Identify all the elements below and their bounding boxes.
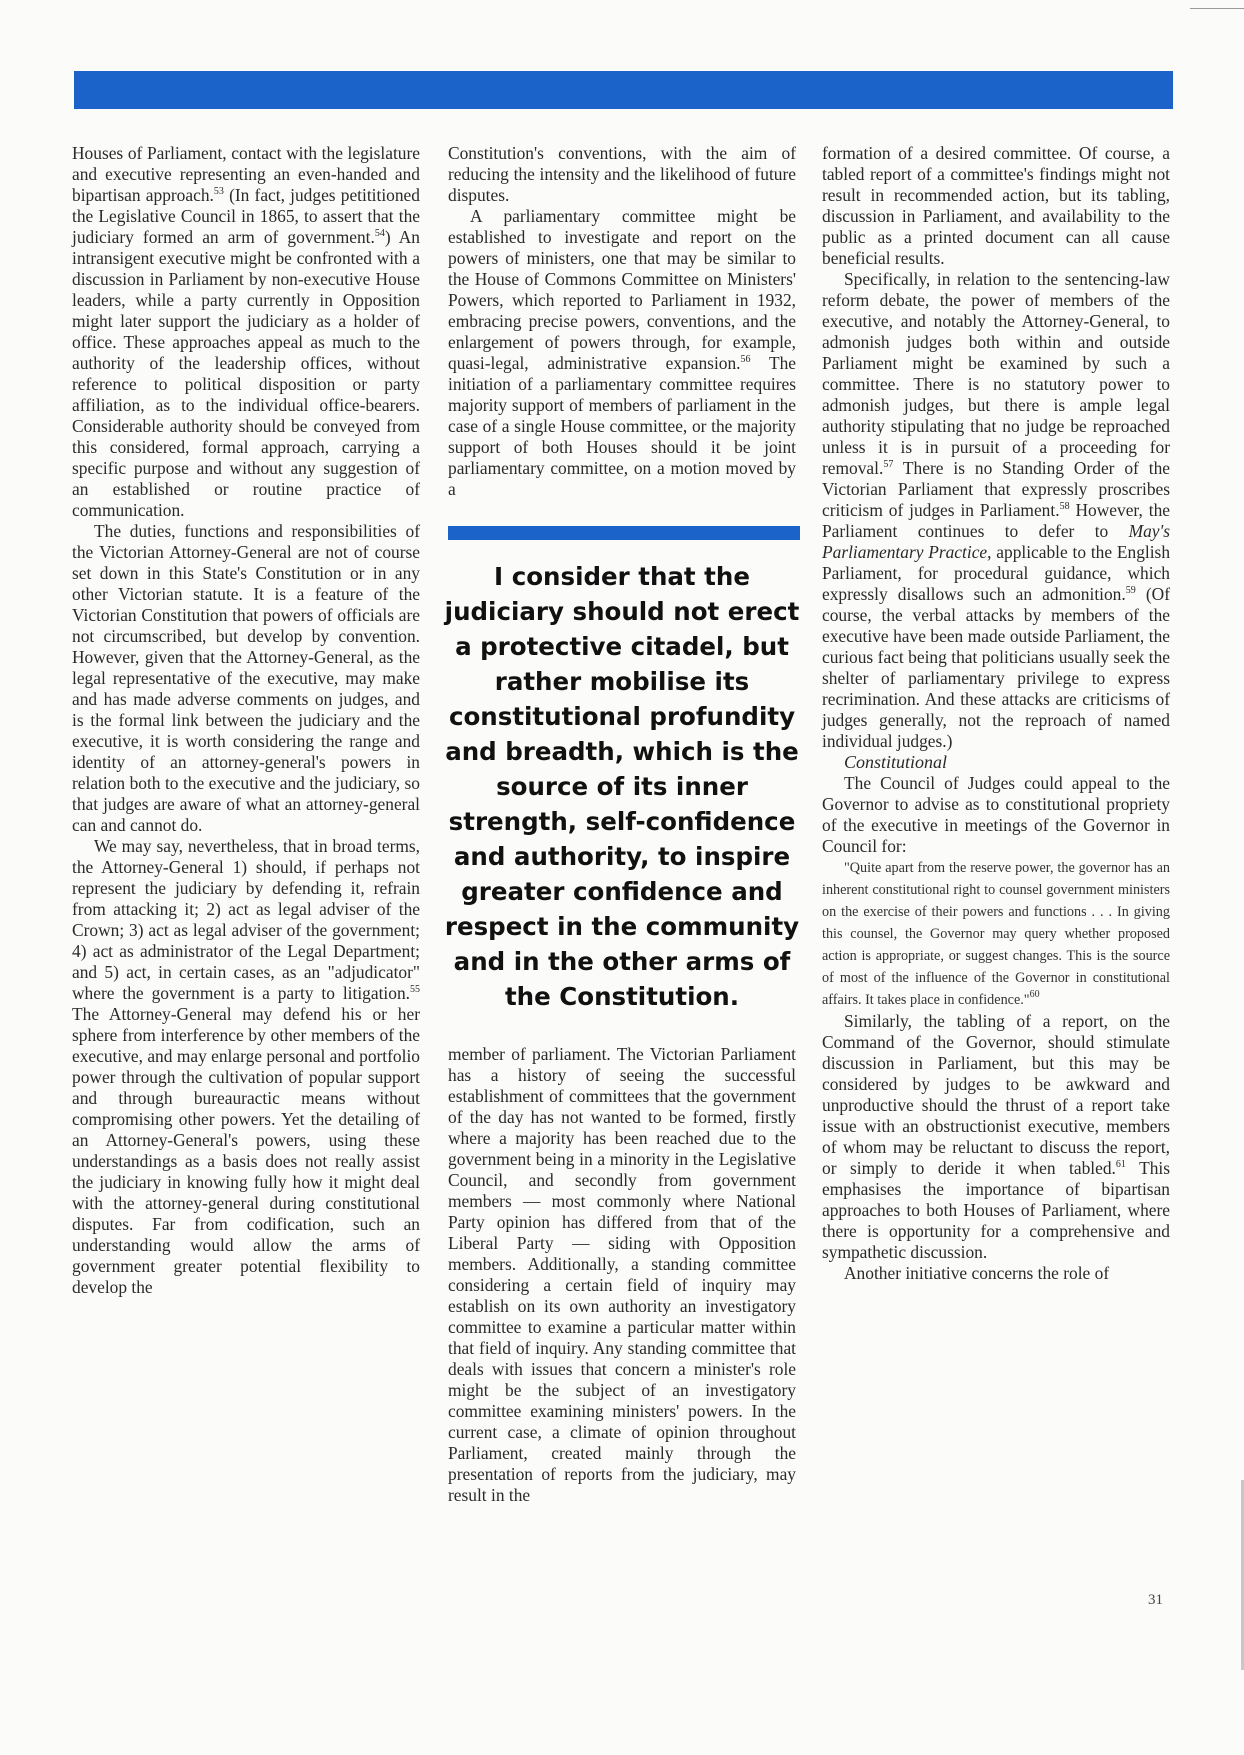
block-quote: "Quite apart from the reserve power, the governor has an inherent constitutional right to counsel government ministers on the exercise of their powers and functions . . . In giving this counsel, the Governor may query whether proposed action is appropriate, or suggest changes. This is the source of most of the influence of the Governor in constitutional affairs. It takes place in confidence."$^{60}$	[822, 860, 1170, 1008]
paragraph: Another initiative concerns the role of	[844, 1263, 1110, 1283]
text-column-3	[822, 143, 1170, 1284]
footnote-ref: 60	[1029, 989, 1040, 1000]
paragraph: Similarly, the tabling of a report, on the Command of the Governor, should stimulate discussion in Parliament, but this may be considered by judges to be awkward and unproductive should the thrust of a report take issue with an obstructionist executive, members of whom may be reluctant to discuss the report, or simply to deride it when tabled.$^{61}$ This emphasises the importance of bipartisan approaches to both Houses of Parliament, where there is opportunity for a comprehensive and sympathetic discussion.	[822, 1011, 1170, 1262]
paragraph: member of parliament. The Victorian Parliament has a history of seeing the successful establishment of committees that the government of the day has not wanted to be formed, firstly where a majority has been reached due to the government being in a minority in the Legislative Council, and secondly from government members — most commonly where National Party opinion has differed from that of the Liberal Party — siding with Opposition members. Additionally, a standing committee considering a certain field of inquiry may establish on its own authority an investigatory committee to examine a particular matter within that field of inquiry. Any standing committee that deals with issues that concern a minister's role might be the subject of an investigatory committee examining ministers' powers. In the current case, a climate of opinion throughout Parliament, created mainly through the presentation of reports from the judiciary, may result in the	[448, 1044, 796, 1505]
paragraph: Constitution's conventions, with the aim of reducing the intensity and the likelihood of future disputes.	[448, 143, 796, 205]
paragraph: The duties, functions and responsibilities of the Victorian Attorney-General are not of course set down in this State's Constitution or in any other Victorian statute. It is a feature of the Victorian Constitution that powers of officials are not circumscribed, but develop by convention. However, given that the Attorney-General, as the legal representative of the executive, may make and has made adverse comments on judges, and is the formal link between the judiciary and the executive, it is worth considering the range and identity of an attorney-general's powers in relation both to the executive and the judiciary, so that judges are aware of what an attorney-general can and cannot do.	[72, 521, 420, 835]
footnote-ref: 57	[883, 459, 894, 470]
text-column-2	[444, 143, 800, 1506]
text-column-1	[72, 143, 420, 1298]
pull-quote-bar	[448, 526, 800, 540]
page-number: 31	[1148, 1592, 1163, 1608]
section-subheading: Constitutional	[844, 752, 948, 772]
paragraph: Houses of Parliament, contact with the legislature and executive representing an even-handed and bipartisan approach.$^{53}$ (In fact, judges petititioned the Legislative Council in 1865, to assert that the judiciary formed an arm of government.$^{54}$) An intransigent executive might be confronted with a discussion in Parliament by non-executive House leaders, while a party currently in Opposition might later support the judiciary as a holder of office. These approaches appeal as much to the authority of the leadership offices, without reference to political disposition or party affiliation, as to the individual office-bearers. Considerable authority should be conveyed from this considered, formal approach, carrying a specific purpose and without any suggestion of an established or routine practice of communication.	[72, 143, 421, 520]
footnote-ref: 61	[1115, 1159, 1126, 1170]
paragraph: Specifically, in relation to the sentencing-law reform debate, the power of members of the executive, and notably the Attorney-General, to admonish judges both within and outside Parliament might be examined by such a committee. There is no statutory power to admonish judges, but there is ample legal authority stipulating that no judge be reproached unless it is in pursuit of a proceeding for removal.$^{57}$ There is no Standing Order of the Victorian Parliament that expressly proscribes criticism of judges in Parliament.$^{58}$ However, the Parliament continues to defer to May's Parliamentary Practice, applicable to the English Parliament, for procedural guidance, which expressly disallows such an admonition.$^{59}$ (Of course, the verbal attacks by members of the executive have been made outside Parliament, the curious fact being that politicians usually seek the shelter of parliamentary privilege to express recrimination. And these attacks are criticisms of judges generally, not the reproach of named individual judges.)	[822, 269, 1171, 751]
footnote-ref: 54	[374, 228, 385, 239]
paragraph: A parliamentary committee might be established to investigate and report on the powers of ministers, one that may be similar to the House of Commons Committee on Ministers' Powers, which reported to Parliament in 1932, embracing precise powers, conventions, and the enlargement of powers through, for example, quasi-legal, administrative expansion.$^{56}$ The initiation of a parliamentary committee requires majority support of members of parliament in the case of a single House committee, or the majority support of both Houses should it be joint parliamentary committee, on a motion moved by a	[448, 206, 796, 499]
footnote-ref: 53	[213, 186, 224, 197]
paragraph: We may say, nevertheless, that in broad terms, the Attorney-General 1) should, if perhaps not represent the judiciary by defending it, refrain from attacking it; 2) act as legal adviser of the Crown; 3) act as legal adviser of the government; 4) act as administrator of the Legal Department; and 5) act, in certain cases, as an "adjudicator" where the government is a party to litigation.$^{55}$ The Attorney-General may defend his or her sphere from interference by other members of the executive, and may enlarge personal and portfolio power through the cultivation of popular support and through bureauractic means without compromising other powers. Yet the detailing of an Attorney-General's powers, using these understandings as a basis does not really assist the judiciary in knowing fully how it might deal with the attorney-general during constitutional disputes. Far from codification, such an understanding would allow the arms of government greater potential flexibility to develop the	[72, 836, 420, 1297]
footnote-ref: 56	[740, 354, 751, 365]
footnote-ref: 59	[1125, 585, 1136, 596]
paragraph: formation of a desired committee. Of course, a tabled report of a committee's findings might not result in recommended action, but its tabling, discussion in Parliament, and availability to the public as a printed document can all cause beneficial results.	[822, 143, 1170, 268]
footnote-ref: 58	[1059, 501, 1070, 512]
top-edge-rule	[1190, 8, 1244, 9]
book-title: May's Parliamentary Practice	[822, 521, 1170, 562]
header-color-band	[74, 71, 1173, 109]
footnote-ref: 55	[410, 984, 420, 995]
pull-quote: I consider that the judiciary should not erect a protective citadel, but rather mobilise its constitutional profundity and breadth, which is the source of its inner strength, self-confidence and authority, to inspire greater confidence and respect in the community and in the other arms of the Constitution.	[444, 562, 800, 1011]
paragraph: The Council of Judges could appeal to the Governor to advise as to constitutional propriety of the executive in meetings of the Governor in Council for:	[822, 773, 1170, 856]
